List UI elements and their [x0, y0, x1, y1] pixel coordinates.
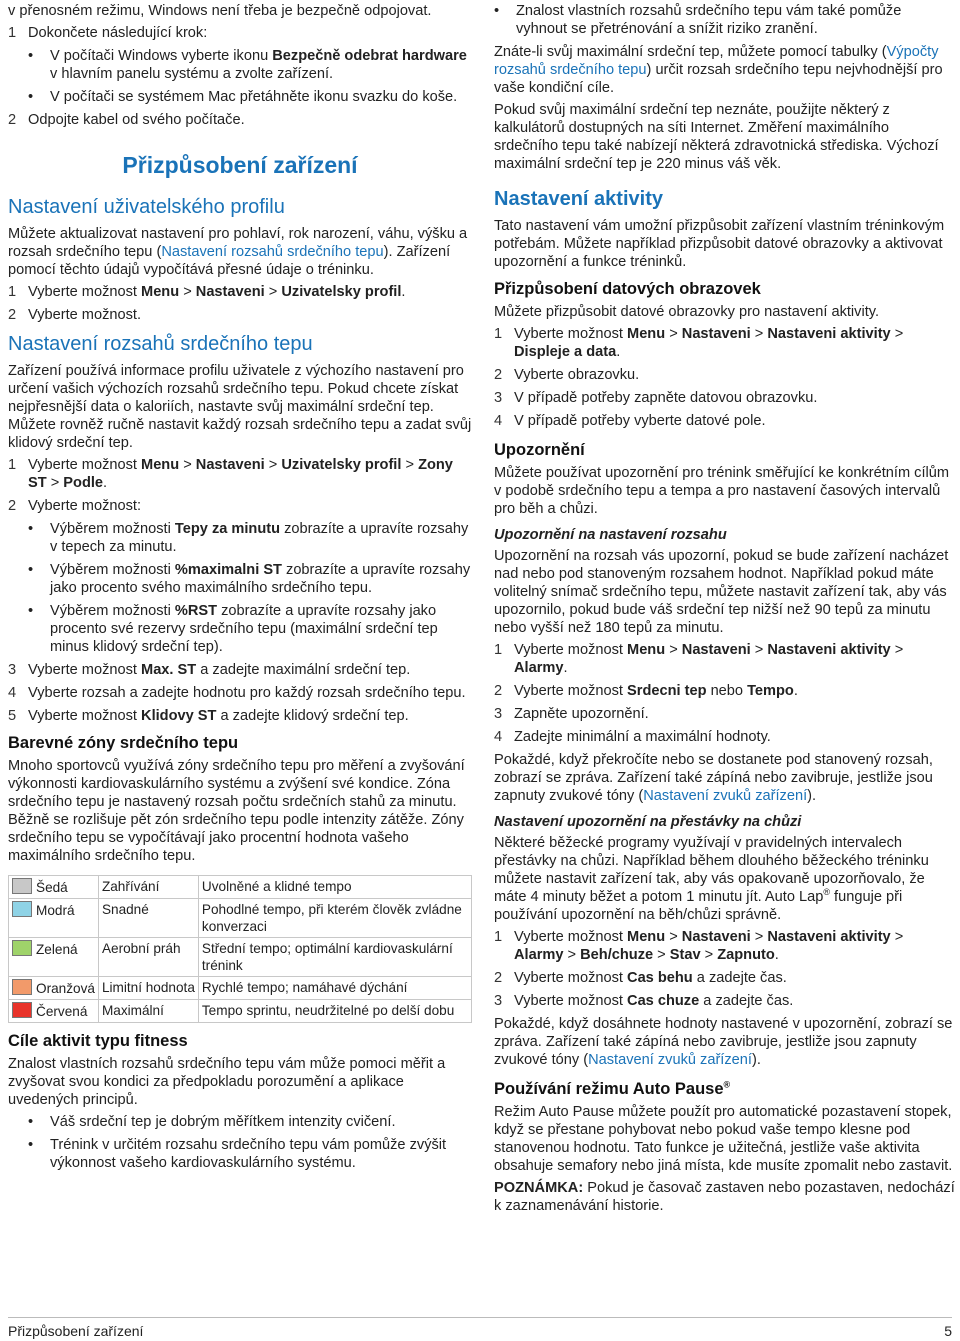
bullet-icon: • [28, 48, 34, 64]
separator: > [890, 929, 904, 945]
link-hr-ranges[interactable]: Nastavení rozsahů srdečního tepu [161, 244, 384, 260]
separator: > [264, 284, 282, 300]
text: zobrazíte a upravíte rozsahy jako procento svého maximálního srdečního tepu. [50, 562, 471, 596]
step-number: 2 [8, 498, 17, 514]
separator: > [750, 929, 768, 945]
text: V počítači Windows vyberte ikonu [50, 48, 273, 64]
text: Výběrem možnosti [50, 521, 175, 537]
step-number: 2 [8, 112, 17, 128]
separator: > [700, 947, 718, 963]
text: . [563, 660, 568, 676]
separator: > [890, 642, 904, 658]
text: . [103, 475, 108, 491]
text: Některé běžecké programy využívají v pravidelných intervalech přestávky na chůzi. Například během dlouhého běžeckého tréninku můžete nastavit zařízení tak, aby vás opakovaně upozorňovalo, že máte 4 minuty běžet a potom 1 minutu jít. Auto Lap [494, 835, 929, 905]
ui-term: Nastaveni [195, 284, 265, 300]
zone-color-cell [9, 977, 99, 1000]
step [8, 24, 472, 42]
step-text: Dokončete následující krok: [28, 25, 208, 41]
registered-mark: ® [723, 1079, 731, 1090]
step-text [514, 682, 798, 700]
zone-color-swatch [12, 1002, 32, 1018]
text: . [793, 683, 798, 699]
paragraph: Znalost vlastních rozsahů srdečního tepu vám může pomoci měřit a zvyšovat svou kondici za předpokladu porozumění a aplikace uvedených principů. [8, 1056, 446, 1108]
bullet-item [28, 602, 472, 656]
zone-color-swatch [12, 940, 32, 956]
heading-text: Používání režimu Auto Pause [494, 1080, 724, 1098]
step-text: Zapněte upozornění. [514, 706, 649, 722]
bullet-text [50, 520, 472, 556]
zone-color-name: Modrá [36, 903, 75, 918]
step-text: Vyberte možnost. [28, 307, 142, 323]
heading-data-screens: Přizpůsobení datových obrazovek [494, 280, 761, 298]
separator: > [179, 457, 196, 473]
step-number: 1 [494, 326, 503, 342]
step-text [514, 325, 956, 361]
heading-auto-pause [494, 1079, 956, 1099]
text: zobrazíte a upravíte rozsahy v tepech za minutu. [50, 521, 469, 555]
step [494, 641, 956, 677]
step-number: 3 [494, 706, 503, 722]
note [494, 1179, 956, 1215]
step-number: 1 [494, 642, 503, 658]
text: a zadejte klidový srdeční tep. [216, 708, 409, 724]
ui-term: Alarmy [514, 947, 564, 963]
step-number: 2 [494, 683, 503, 699]
ui-term: Stav [669, 947, 701, 963]
zone-name-cell: Zahřívání [98, 876, 198, 899]
step-number: 2 [494, 970, 503, 986]
ui-term: Cas chuze [627, 993, 700, 1009]
zone-row [9, 876, 472, 899]
ui-term: Zapnuto [717, 947, 775, 963]
step [494, 325, 956, 361]
step [8, 497, 472, 515]
ui-term: Menu [627, 929, 666, 945]
step-text: V případě potřeby zapněte datovou obrazovku. [514, 390, 818, 406]
ui-term: Menu [141, 457, 180, 473]
text: Vyberte možnost [28, 708, 142, 724]
zone-description-cell: Střední tempo; optimální kardiovaskulární trénink [198, 938, 471, 977]
zone-color-name: Zelená [36, 942, 78, 957]
separator: > [264, 457, 282, 473]
paragraph: Režim Auto Pause můžete použít pro automatické pozastavení stopek, když se přestane pohybovat nebo pokud vaše tempo klesne pod stanovenou hodnotu. Tato funkce je užitečná, jestliže vaše aktivita obsahuje semafory nebo jiná místa, kde musíte zpomalit nebo zastavit. [494, 1104, 953, 1174]
zone-row [9, 977, 472, 1000]
step-number: 2 [8, 307, 17, 323]
paragraph: Upozornění na rozsah vás upozorní, pokud se bude zařízení nacházet nad nebo pod stanoveným rozsahem hodnot. Například pokud máte volitelný snímač srdečního tepu, můžete nastavit zařízení tak, aby vás upozornilo, pokud bude váš srdeční tep nižší než 90 tepů za minutu nebo vyšší než 180 tepů za minutu. [494, 548, 949, 636]
step [494, 969, 956, 987]
step-number: 4 [494, 413, 503, 429]
text: a zadejte čas. [692, 970, 787, 986]
bullet-text [50, 561, 472, 597]
separator: > [401, 457, 419, 473]
paragraph [494, 751, 956, 805]
ui-term: Nastaveni aktivity [767, 929, 891, 945]
paragraph: Tato nastavení vám umožní přizpůsobit zařízení vlastním tréninkovým potřebám. Můžete například přizpůsobit datové obrazovky a aktivovat upozornění a funkce tréninků. [494, 218, 945, 270]
step [494, 705, 956, 723]
bullet-item [494, 2, 956, 38]
step [8, 306, 472, 324]
bullet-icon: • [28, 1137, 34, 1153]
text: Vyberte možnost [514, 929, 628, 945]
text: Vyberte možnost [514, 970, 628, 986]
separator: > [46, 475, 64, 491]
step [494, 412, 956, 430]
step-number: 5 [8, 708, 17, 724]
heading-user-profile: Nastavení uživatelského profilu [8, 196, 285, 218]
zone-color-swatch [12, 979, 32, 995]
ui-term: Zony ST [28, 457, 453, 491]
zone-color-swatch [12, 878, 32, 894]
step-text [514, 969, 787, 987]
hr-zones-table-body [9, 876, 472, 1023]
section-title: Přizpůsobení zařízení [122, 152, 358, 178]
zone-description-cell: Rychlé tempo; namáhavé dýchání [198, 977, 471, 1000]
bullet-icon: • [494, 3, 500, 19]
text: . [774, 947, 779, 963]
paragraph [494, 1015, 956, 1069]
ui-term: Uzivatelsky profil [281, 457, 402, 473]
step [8, 684, 472, 702]
text: nebo [706, 683, 748, 699]
step [8, 661, 472, 679]
paragraph [494, 43, 956, 97]
paragraph: Pokud svůj maximální srdeční tep neznáte, použijte některý z kalkulátorů dostupných na síti Internet. Změření maximálního srdečního tepu také nabízejí některá zdravotnická střediska. Výchozí maximální srdeční tep je 220 minus váš věk. [494, 102, 939, 172]
step-number: 4 [8, 685, 17, 701]
zone-name-cell: Snadné [98, 899, 198, 938]
bullet-text [50, 602, 472, 656]
paragraph: Můžete používat upozornění pro trénink směřující ke konkrétním cílům v podobě srdečního tepu a tempa a pro nastavení časových intervalů pro běh a chůzi. [494, 465, 950, 517]
separator: > [179, 284, 196, 300]
bullet-item [28, 47, 472, 83]
bullet-text: Váš srdeční tep je dobrým měřítkem intenzity cvičení. [50, 1114, 396, 1130]
zone-description-cell: Pohodlné tempo, při kterém člověk zvládne konverzaci [198, 899, 471, 938]
text: zobrazíte a upravíte rozsahy jako procento své rezervy srdečního tepu (maximální srdeční tep minus klidový srdeční tep). [50, 603, 438, 655]
heading-activity-settings: Nastavení aktivity [494, 188, 663, 210]
text: a zadejte čas. [699, 993, 794, 1009]
step-text [28, 456, 472, 492]
text: Vyberte možnost [28, 457, 142, 473]
bullet-icon: • [28, 603, 34, 619]
zone-color-name: Oranžová [36, 981, 95, 996]
text: Vyberte možnost [514, 642, 628, 658]
ui-term: Srdecni tep [627, 683, 707, 699]
text: ). [807, 788, 817, 804]
heading-alerts: Upozornění [494, 441, 585, 459]
bullet-item [28, 561, 472, 597]
ui-term: Podle [63, 475, 104, 491]
heading-walk-alerts: Nastavení upozornění na přestávky na chůzi [494, 814, 802, 830]
step-text [28, 661, 410, 679]
separator: > [665, 929, 682, 945]
zone-row [9, 938, 472, 977]
text: Vyberte možnost [514, 326, 628, 342]
step-text [28, 707, 409, 725]
link-hr-calc[interactable]: Výpočty rozsahů srdečního tepu [494, 44, 939, 78]
separator: > [665, 642, 682, 658]
step-text [514, 992, 793, 1010]
text: Vyberte možnost [514, 683, 628, 699]
ui-term: Cas behu [627, 970, 693, 986]
step-text: Vyberte možnost: [28, 498, 142, 514]
step-text [28, 283, 405, 301]
registered-mark: ® [823, 887, 830, 898]
zone-color-name: Šedá [36, 880, 68, 895]
text: v hlavním panelu systému a zvolte zařízení. [50, 66, 334, 82]
text: a zadejte maximální srdeční tep. [196, 662, 411, 678]
ui-term: Nastaveni [681, 326, 751, 342]
step [494, 389, 956, 407]
text: Znáte-li svůj maximální srdeční tep, můžete pomocí tabulky ( [494, 44, 887, 60]
step-text [514, 641, 956, 677]
ui-term: Displeje a data [514, 344, 617, 360]
bullet-icon: • [28, 1114, 34, 1130]
step [494, 992, 956, 1010]
bullet-text: Znalost vlastních rozsahů srdečního tepu vám také pomůže vyhnout se přetrénování a snížit riziko zranění. [516, 3, 902, 37]
ui-term: Uzivatelsky profil [281, 284, 402, 300]
step [494, 366, 956, 384]
step [8, 707, 472, 725]
step [494, 928, 956, 964]
bullet-text [50, 47, 472, 83]
heading-hr-ranges: Nastavení rozsahů srdečního tepu [8, 333, 313, 355]
ui-term: Nastaveni [195, 457, 265, 473]
zone-name-cell: Maximální [98, 1000, 198, 1023]
bullet-icon: • [28, 562, 34, 578]
step-number: 1 [8, 457, 17, 473]
bullet-item [28, 1136, 472, 1172]
paragraph: Zařízení používá informace profilu uživatele z výchozího nastavení pro určení vašich výchozích rozsahů srdečního tepu. Pokud chcete získat nejpřesnější data o kaloriích, nastavte svůj maximální srdeční tep. Můžete rovněž ručně nastavit každý rozsah srdečního tepu a zadat svůj klidový srdeční tep. [8, 363, 472, 451]
paragraph [8, 225, 472, 279]
text: Vyberte možnost [514, 993, 628, 1009]
separator: > [750, 326, 768, 342]
ui-term: Menu [627, 642, 666, 658]
text: Výběrem možnosti [50, 603, 175, 619]
text: Vyberte možnost [28, 662, 142, 678]
step [494, 728, 956, 746]
ui-term: Nastaveni [681, 929, 751, 945]
bullet-item [28, 88, 472, 106]
bullet-item [28, 1113, 472, 1131]
step-number: 3 [494, 993, 503, 1009]
zone-description-cell: Uvolněné a klidné tempo [198, 876, 471, 899]
ui-term: %RST [174, 603, 218, 619]
step-number: 1 [494, 929, 503, 945]
step-text: Zadejte minimální a maximální hodnoty. [514, 729, 771, 745]
step-text: V případě potřeby vyberte datové pole. [514, 413, 766, 429]
text: Pokaždé, když dosáhnete hodnoty nastavené v upozornění, zobrazí se zpráva. Zařízení také zápíná nebo zavibruje, jestliže jsou zapnuty zvukové tóny ( [494, 1016, 953, 1068]
paragraph: Mnoho sportovců využívá zóny srdečního tepu pro měření a zvyšování výkonnosti kardiovaskulárního systému a zvýšení své kondice. Zóna srdečního tepu je nastavený rozsah počtu srdečních stahů za minutu. Běžně se rozlišuje pět zón srdečního tepu podle intenzity zátěže. Zóny srdečního tepu se vypočítávají jako procentní hodnota vašeho maximálního srdečního tepu. [8, 758, 465, 864]
right-column [494, 2, 956, 1219]
ui-term: Menu [627, 326, 666, 342]
left-column [8, 2, 472, 1177]
text: ) určit rozsah srdečního tepu nejvhodnější pro vaše kondiční cíle. [494, 62, 943, 96]
text: . [401, 284, 406, 300]
hr-zones-table [8, 875, 472, 1023]
ui-term: Alarmy [514, 660, 564, 676]
link-device-sounds[interactable]: Nastavení zvuků zařízení [588, 1052, 752, 1068]
paragraph: Můžete přizpůsobit datové obrazovky pro nastavení aktivity. [494, 304, 880, 320]
zone-color-name: Červená [36, 1004, 88, 1019]
zone-name-cell: Limitní hodnota [98, 977, 198, 1000]
paragraph: v přenosném režimu, Windows není třeba je bezpečně odpojovat. [8, 3, 432, 19]
paragraph [494, 834, 956, 924]
step [8, 111, 472, 129]
text: ). [751, 1052, 761, 1068]
ui-term: Max. ST [141, 662, 197, 678]
ui-term: Nastaveni aktivity [767, 642, 891, 658]
note-text: Pokud je časovač zastaven nebo pozastaven, nedochází k zaznamenávání historie. [494, 1180, 955, 1214]
zone-name-cell: Aerobní práh [98, 938, 198, 977]
heading-fitness-goals: Cíle aktivit typu fitness [8, 1032, 188, 1050]
bullet-item [28, 520, 472, 556]
step [8, 283, 472, 301]
step-number: 1 [8, 284, 17, 300]
step [8, 456, 472, 492]
separator: > [653, 947, 670, 963]
step-number: 1 [8, 25, 17, 41]
step-text: Odpojte kabel od svého počítače. [28, 112, 245, 128]
bullet-text: V počítači se systémem Mac přetáhněte ikonu svazku do koše. [50, 89, 458, 105]
text: Pokaždé, když překročíte nebo se dostanete pod stanovený rozsah, zobrazí se zpráva. Zařízení také zápíná nebo zavibruje, jestliže jsou zapnuty zvukové tóny ( [494, 752, 933, 804]
footer-section-name: Přizpůsobení zařízení [8, 1323, 144, 1339]
ui-term: Bezpečně odebrat hardware [272, 48, 467, 64]
zone-color-cell [9, 876, 99, 899]
zone-description-cell: Tempo sprintu, neudržitelné po delší dobu [198, 1000, 471, 1023]
zone-row [9, 1000, 472, 1023]
separator: > [890, 326, 904, 342]
ui-term: Nastaveni [681, 642, 751, 658]
heading-range-alerts: Upozornění na nastavení rozsahu [494, 527, 727, 543]
bullet-icon: • [28, 89, 34, 105]
zone-color-cell [9, 1000, 99, 1023]
step-number: 3 [8, 662, 17, 678]
text: ). Zařízení pomocí těchto údajů vypočítává přesné údaje o tréninku. [8, 244, 451, 278]
separator: > [750, 642, 768, 658]
ui-term: Menu [141, 284, 180, 300]
text: funguje při používání upozornění na běh/chůzi správně. [494, 889, 903, 923]
heading-hr-zones: Barevné zóny srdečního tepu [8, 734, 239, 752]
text: . [616, 344, 621, 360]
ui-term: %maximalni ST [174, 562, 282, 578]
bullet-text: Trénink v určitém rozsahu srdečního tepu vám pomůže zvýšit výkonnost vašeho kardiovaskulárního systému. [50, 1137, 447, 1171]
text: Vyberte možnost [28, 284, 142, 300]
ui-term: Tepy za minutu [174, 521, 281, 537]
note-label: POZNÁMKA: [494, 1180, 584, 1196]
zone-row [9, 899, 472, 938]
step-number: 2 [494, 367, 503, 383]
ui-term: Klidovy ST [141, 708, 217, 724]
ui-term: Beh/chuze [580, 947, 654, 963]
step-text: Vyberte rozsah a zadejte hodnotu pro každý rozsah srdečního tepu. [28, 685, 466, 701]
bullet-icon: • [28, 521, 34, 537]
step [494, 682, 956, 700]
footer-divider [8, 1317, 952, 1318]
step-number: 4 [494, 729, 503, 745]
zone-color-swatch [12, 901, 32, 917]
ui-term: Nastaveni aktivity [767, 326, 891, 342]
step-text [514, 928, 956, 964]
text: Můžete aktualizovat nastavení pro pohlaví, rok narození, váhu, výšku a rozsah srdečního tepu ( [8, 226, 468, 260]
separator: > [665, 326, 682, 342]
page-number: 5 [944, 1323, 952, 1339]
zone-color-cell [9, 899, 99, 938]
step-number: 3 [494, 390, 503, 406]
zone-color-cell [9, 938, 99, 977]
step-text: Vyberte obrazovku. [514, 367, 640, 383]
separator: > [563, 947, 581, 963]
ui-term: Tempo [747, 683, 794, 699]
text: Výběrem možnosti [50, 562, 175, 578]
link-device-sounds[interactable]: Nastavení zvuků zařízení [643, 788, 808, 804]
